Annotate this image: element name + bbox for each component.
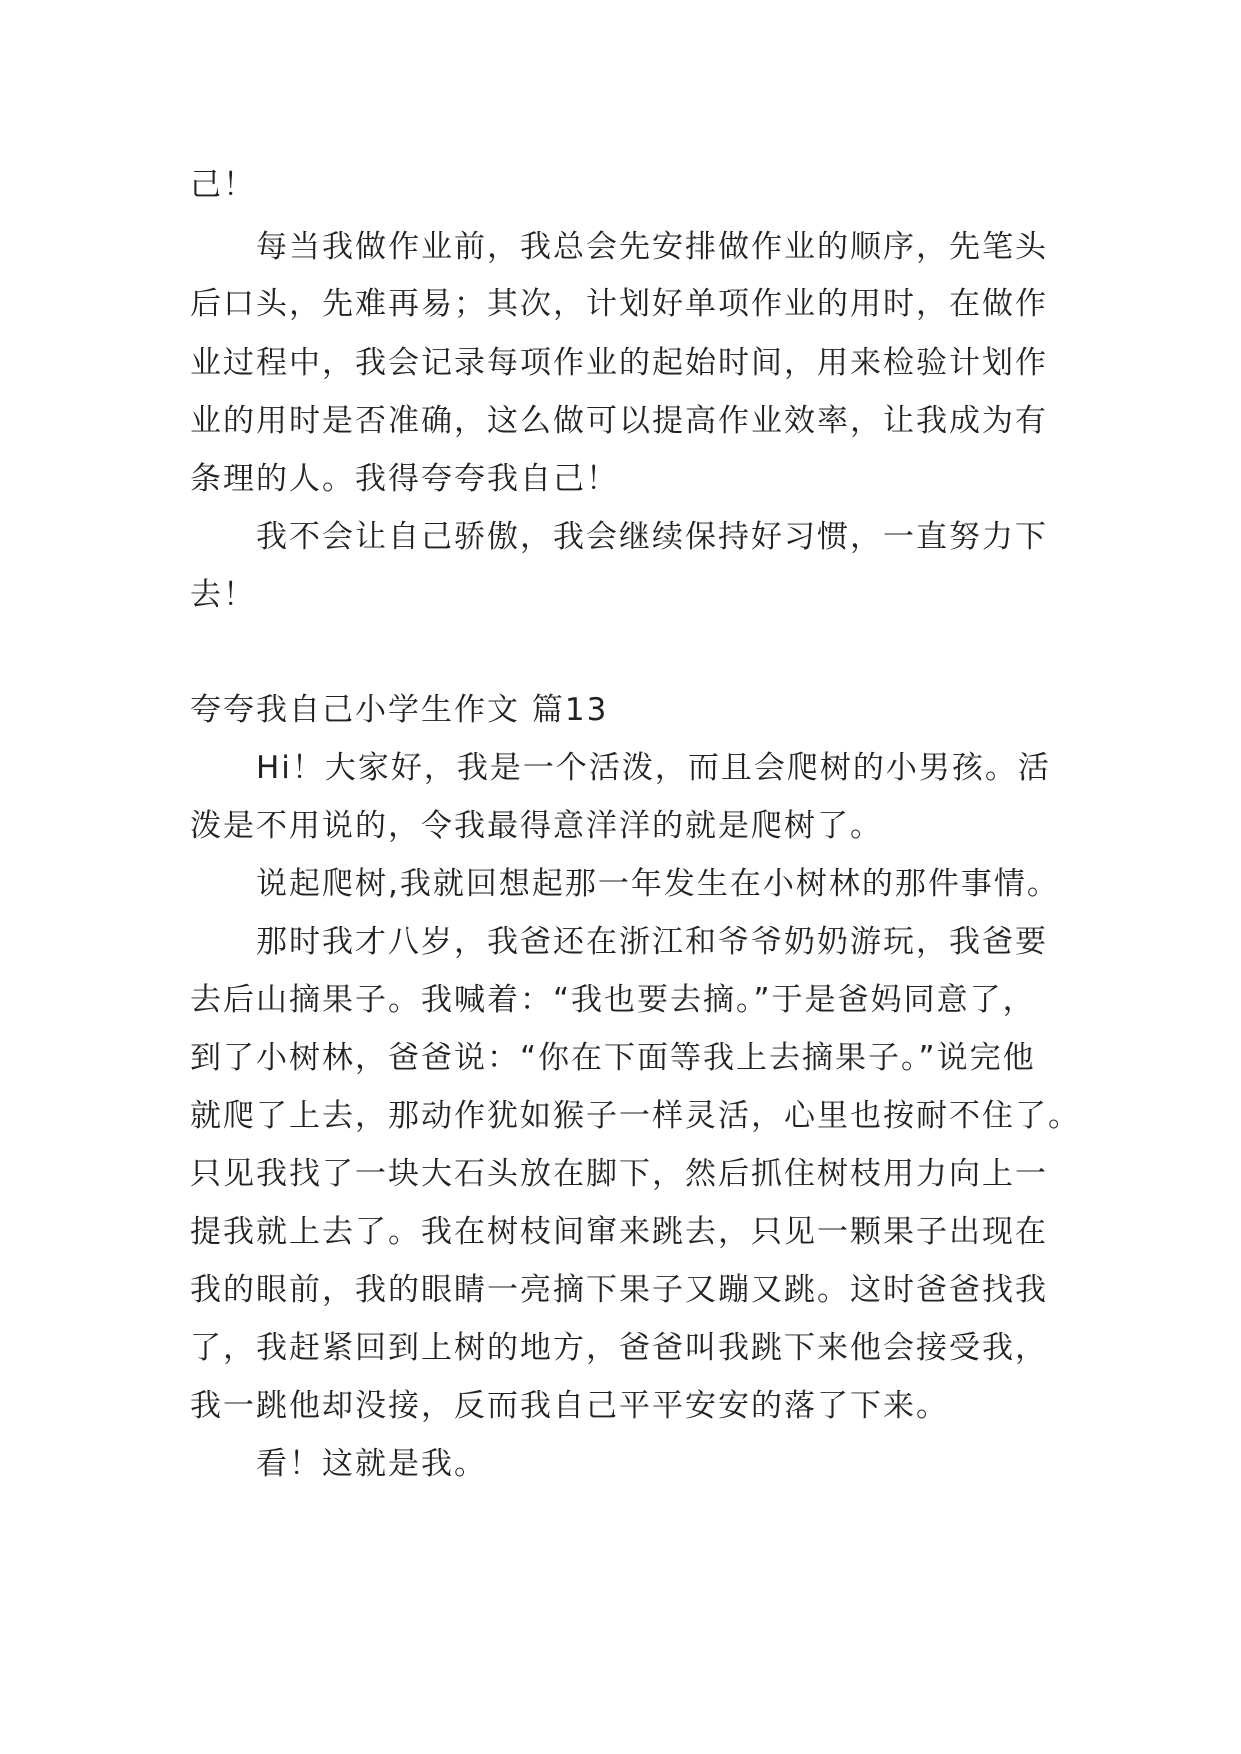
paragraph-first-line: 每当我做作业前，我总会先安排做作业的顺序，先笔头 <box>256 229 1048 265</box>
paragraph-first-line: 那时我才八岁，我爸还在浙江和爷爷奶奶游玩，我爸要 <box>256 924 1048 960</box>
text-line: 业的用时是否准确，这么做可以提高作业效率，让我成为有 <box>190 403 1048 439</box>
paragraph-first-line: 我不会让自己骄傲，我会继续保持好习惯，一直努力下 <box>256 519 1048 555</box>
paragraph-first-line: 说起爬树,我就回想起那一年发生在小树林的那件事情。 <box>256 866 1060 902</box>
text-line: 我的眼前，我的眼睛一亮摘下果子又蹦又跳。这时爸爸找我 <box>190 1272 1048 1308</box>
text-line: 己！ <box>190 167 256 203</box>
paragraph-first-line: 看！这就是我。 <box>256 1446 487 1482</box>
text-line: 条理的人。我得夸夸我自己！ <box>190 461 619 497</box>
text-line: 后口头，先难再易；其次，计划好单项作业的用时，在做作 <box>190 286 1048 322</box>
text-line: 我一跳他却没接，反而我自己平平安安的落了下来。 <box>190 1388 949 1424</box>
text-line: 泼是不用说的，令我最得意洋洋的就是爬树了。 <box>190 808 883 844</box>
paragraph-first-line: Hi！大家好，我是一个活泼，而且会爬树的小男孩。活 <box>256 750 1051 786</box>
section-heading: 夸夸我自己小学生作文 篇13 <box>190 692 609 728</box>
text-line: 去！ <box>190 577 256 613</box>
text-line: 到了小树林，爸爸说：“你在下面等我上去摘果子。”说完他 <box>190 1040 1036 1076</box>
text-line: 去后山摘果子。我喊着：“我也要去摘。”于是爸妈同意了， <box>190 982 1036 1018</box>
text-line: 只见我找了一块大石头放在脚下，然后抓住树枝用力向上一 <box>190 1156 1048 1192</box>
text-line: 业过程中，我会记录每项作业的起始时间，用来检验计划作 <box>190 345 1048 381</box>
text-line: 就爬了上去，那动作犹如猴子一样灵活，心里也按耐不住了。 <box>190 1098 1081 1134</box>
text-line: 了，我赶紧回到上树的地方，爸爸叫我跳下来他会接受我， <box>190 1330 1048 1366</box>
text-line: 提我就上去了。我在树枝间窜来跳去，只见一颗果子出现在 <box>190 1214 1048 1250</box>
